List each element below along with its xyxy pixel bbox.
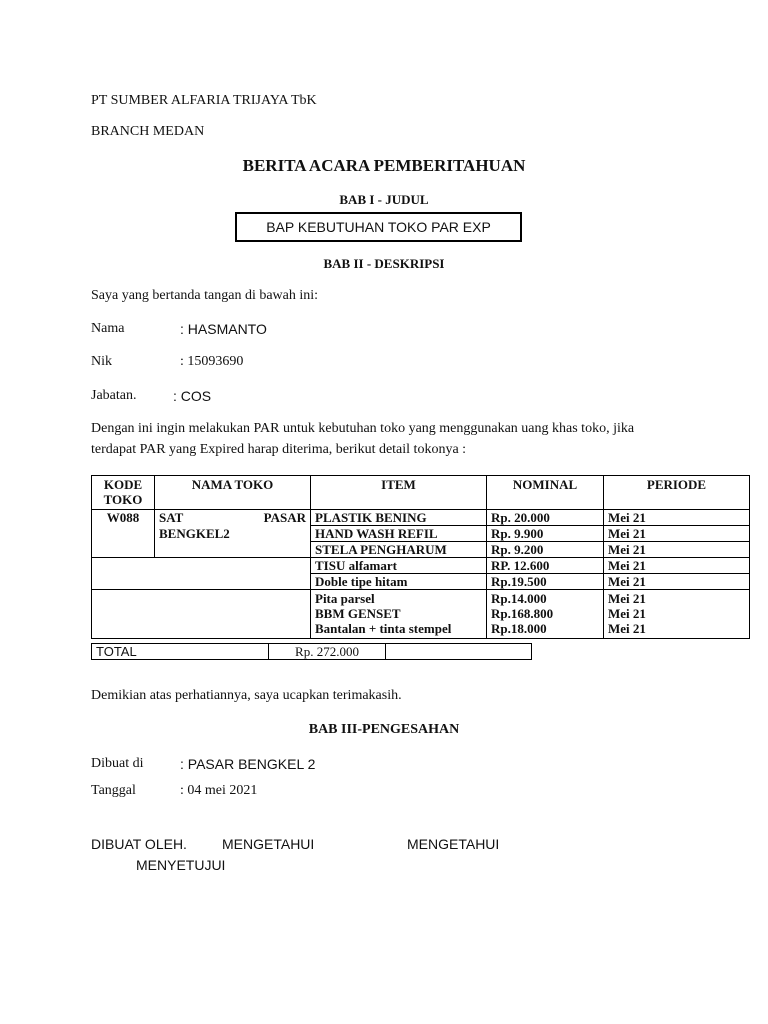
table-row — [92, 542, 750, 558]
table-row-group — [92, 590, 750, 639]
nama-toko-cell — [155, 510, 311, 526]
nama-label: Nama — [91, 321, 125, 336]
total-label: TOTAL — [92, 644, 269, 660]
kode-toko-cell-empty — [92, 542, 155, 558]
merged-empty-cell — [92, 574, 311, 590]
nik-label: Nik — [91, 354, 112, 369]
header-kode-line2: TOKO — [103, 492, 143, 507]
nominal-cell: RP. 12.600 — [487, 558, 604, 574]
item-text: BBM GENSET — [315, 606, 401, 621]
header-nominal: NOMINAL — [487, 476, 604, 510]
periode-cell: Mei 21 — [604, 558, 750, 574]
bab2-heading: BAB II - DESKRIPSI — [323, 256, 445, 271]
item-text: Pita parsel — [315, 591, 375, 606]
periode-text: Mei 21 — [608, 591, 646, 606]
periode-cell-group — [604, 590, 750, 639]
item-cell: HAND WASH REFIL — [311, 526, 487, 542]
nama-toko-line1 — [159, 510, 306, 525]
kode-toko-cell-empty — [92, 526, 155, 542]
par-items-table — [91, 475, 750, 639]
periode-cell: Mei 21 — [604, 542, 750, 558]
header-periode: PERIODE — [604, 476, 750, 510]
jabatan-label: Jabatan. — [91, 388, 137, 403]
nama-toko-cell-empty — [155, 542, 311, 558]
total-table — [91, 643, 532, 660]
nama-toko-part2: PASAR — [263, 510, 306, 525]
nama-toko-part1: SAT — [159, 510, 184, 525]
signature-menyetujui: MENYETUJUI — [136, 857, 226, 873]
company-name: PT SUMBER ALFARIA TRIJAYA TbK — [91, 93, 317, 108]
item-text: Bantalan + tinta stempel — [315, 621, 452, 636]
nama-value: : HASMANTO — [180, 321, 267, 337]
item-cell: PLASTIK BENING — [311, 510, 487, 526]
table-row — [92, 574, 750, 590]
table-row — [92, 510, 750, 526]
table-row — [92, 526, 750, 542]
item-cell: TISU alfamart — [311, 558, 487, 574]
bab3-heading: BAB III-PENGESAHAN — [308, 722, 460, 737]
signature-mengetahui-2: MENGETAHUI — [407, 836, 500, 852]
dibuat-label: Dibuat di — [91, 756, 144, 771]
periode-text: Mei 21 — [608, 606, 646, 621]
bab1-heading: BAB I - JUDUL — [339, 192, 429, 207]
paragraph-line-2: terdapat PAR yang Expired harap diterima, berikut detail tokonya : — [91, 442, 467, 457]
signature-dibuat-oleh: DIBUAT OLEH. — [91, 836, 187, 852]
nominal-cell: Rp. 9.900 — [487, 526, 604, 542]
nominal-text: Rp.168.800 — [491, 606, 554, 621]
periode-text: Mei 21 — [608, 621, 646, 636]
branch-name: BRANCH MEDAN — [91, 124, 205, 139]
nominal-text: Rp.18.000 — [491, 621, 547, 636]
judul-box: BAP KEBUTUHAN TOKO PAR EXP — [235, 212, 522, 242]
total-empty-cell — [386, 644, 532, 660]
signature-mengetahui-1: MENGETAHUI — [222, 836, 315, 852]
jabatan-value: : COS — [173, 388, 212, 404]
total-value: Rp. 272.000 — [269, 644, 386, 660]
nominal-cell: Rp. 20.000 — [487, 510, 604, 526]
document-title: BERITA ACARA PEMBERITAHUAN — [242, 156, 526, 175]
total-row — [92, 644, 532, 660]
merged-empty-cell — [92, 590, 311, 639]
header-kode-line1: KODE — [103, 477, 143, 492]
item-cell: Doble tipe hitam — [311, 574, 487, 590]
nominal-cell: Rp.19.500 — [487, 574, 604, 590]
table-header-row — [92, 476, 750, 510]
tanggal-label: Tanggal — [91, 783, 136, 798]
header-kode-toko — [92, 476, 155, 510]
item-cell: STELA PENGHARUM — [311, 542, 487, 558]
kode-toko-cell: W088 — [92, 510, 155, 526]
nik-value: : 15093690 — [180, 354, 244, 369]
merged-empty-cell — [92, 558, 311, 574]
periode-cell: Mei 21 — [604, 574, 750, 590]
periode-cell: Mei 21 — [604, 510, 750, 526]
periode-cell: Mei 21 — [604, 526, 750, 542]
dibuat-value: : PASAR BENGKEL 2 — [180, 756, 316, 772]
paragraph-line-1: Dengan ini ingin melakukan PAR untuk kebutuhan toko yang menggunakan uang khas toko, jika — [91, 421, 635, 436]
nominal-cell-group — [487, 590, 604, 639]
nominal-cell: Rp. 9.200 — [487, 542, 604, 558]
nama-toko-line2: BENGKEL2 — [155, 526, 311, 542]
table-row — [92, 558, 750, 574]
intro-text: Saya yang bertanda tangan di bawah ini: — [91, 288, 319, 303]
nominal-text: Rp.14.000 — [491, 591, 547, 606]
tanggal-value: : 04 mei 2021 — [180, 783, 258, 798]
header-nama-toko: NAMA TOKO — [155, 476, 311, 510]
header-item: ITEM — [311, 476, 487, 510]
item-cell-group — [311, 590, 487, 639]
closing-text: Demikian atas perhatiannya, saya ucapkan terimakasih. — [91, 688, 402, 703]
